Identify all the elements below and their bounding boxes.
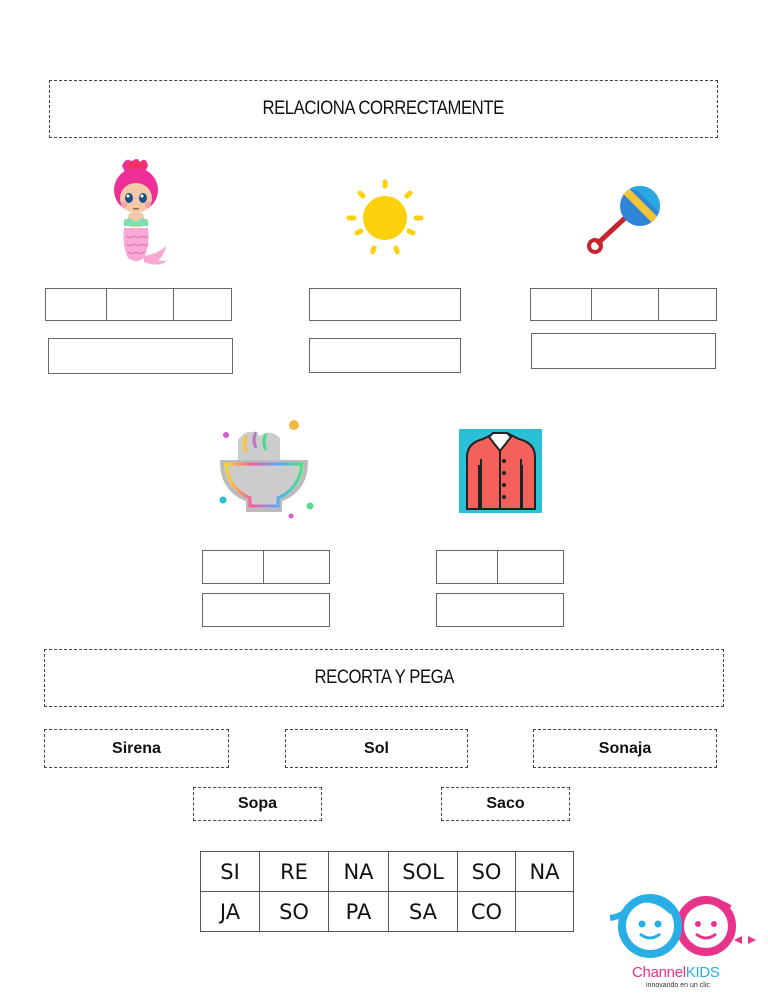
syllable-cell[interactable]: SI: [201, 852, 260, 892]
word-card-saco[interactable]: [441, 787, 570, 821]
word-card-sopa[interactable]: [193, 787, 322, 821]
syllable-box[interactable]: [498, 551, 563, 583]
syllable-box[interactable]: [531, 289, 592, 320]
syllable-box[interactable]: [174, 289, 231, 320]
word-label: Saco: [486, 795, 525, 812]
syllable-cell[interactable]: SA: [389, 892, 458, 932]
table-row: [201, 852, 574, 892]
syllable-box[interactable]: [203, 551, 264, 583]
logo-brand: ChannelKIDS: [632, 964, 720, 981]
channelkids-logo: [606, 890, 766, 994]
soup-syllable-boxes[interactable]: [202, 550, 330, 584]
coat-icon: [459, 429, 542, 513]
syllable-cell[interactable]: CO: [458, 892, 516, 932]
word-label: Sirena: [112, 739, 161, 757]
rattle-word-box[interactable]: [531, 333, 716, 369]
word-label: Sopa: [237, 795, 278, 812]
syllable-cell[interactable]: SOL: [389, 852, 458, 892]
mermaid-word-box[interactable]: [48, 338, 233, 374]
table-row: [201, 892, 574, 932]
word-label: Sol: [364, 739, 389, 757]
syllable-cell[interactable]: NA: [516, 852, 574, 892]
syllable-box[interactable]: [264, 551, 329, 583]
syllable-box[interactable]: [46, 289, 107, 320]
word-card-sirena[interactable]: [44, 729, 229, 768]
mermaid-icon: [100, 156, 180, 271]
soup-word-box[interactable]: [202, 593, 330, 627]
coat-word-box[interactable]: [436, 593, 564, 627]
syllable-cell[interactable]: SO: [458, 852, 516, 892]
rattle-icon: [585, 184, 661, 256]
cut-section-title: RECORTA Y PEGA: [314, 667, 454, 688]
coat-syllable-boxes[interactable]: [436, 550, 564, 584]
syllable-cell[interactable]: [516, 892, 574, 932]
logo-tagline: innovando en un clic: [646, 982, 710, 989]
sun-syllable-box[interactable]: [309, 288, 461, 321]
syllable-cell[interactable]: NA: [329, 852, 389, 892]
soup-bowl-icon: [218, 418, 318, 522]
kids-faces-icon: [606, 890, 766, 966]
mermaid-syllable-boxes[interactable]: [45, 288, 232, 321]
rattle-syllable-boxes[interactable]: [530, 288, 717, 321]
word-card-sol[interactable]: [285, 729, 468, 768]
word-card-sonaja[interactable]: [533, 729, 717, 768]
syllable-cell[interactable]: SO: [260, 892, 329, 932]
syllable-box[interactable]: [107, 289, 174, 320]
syllable-cell[interactable]: JA: [201, 892, 260, 932]
header-title-box: [49, 80, 718, 138]
word-label: Sonaja: [598, 739, 652, 757]
syllable-cell[interactable]: RE: [260, 852, 329, 892]
sun-icon: [343, 176, 427, 260]
syllable-box[interactable]: [592, 289, 659, 320]
syllable-box[interactable]: [437, 551, 498, 583]
sun-word-box[interactable]: [309, 338, 461, 373]
syllable-cell[interactable]: PA: [329, 892, 389, 932]
syllable-table: [200, 851, 574, 932]
syllable-box[interactable]: [659, 289, 716, 320]
cut-section-title-box: [44, 649, 724, 707]
page-title: RELACIONA CORRECTAMENTE: [262, 98, 505, 119]
